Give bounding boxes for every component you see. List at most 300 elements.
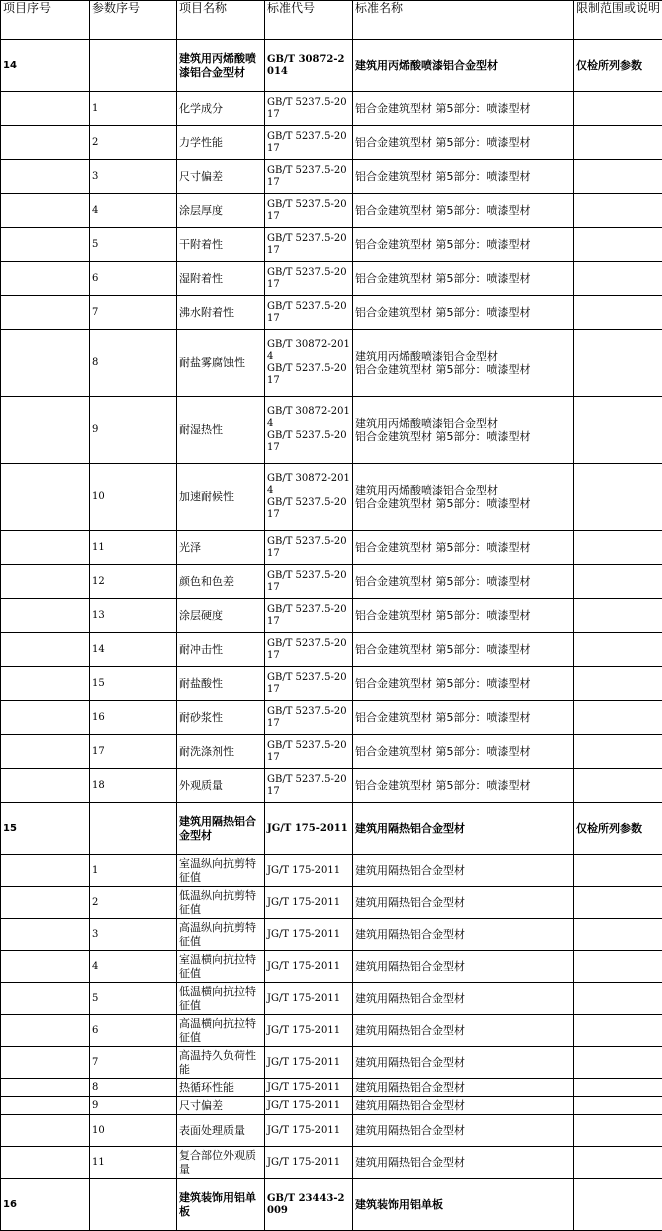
header-item-no: 项目序号 [1, 1, 90, 40]
limit-cell [574, 126, 662, 160]
cell-line: 建筑用隔热铝合金型材 [355, 896, 571, 909]
section-row [1, 40, 662, 92]
cell-line: JG/T 175-2011 [267, 1057, 350, 1069]
limit-cell [574, 296, 662, 330]
item-name-cell: 化学成分 [177, 92, 265, 126]
item-no-cell [1, 565, 90, 599]
std-code-cell [265, 983, 353, 1015]
item-no-cell [1, 735, 90, 769]
table-row [1, 1015, 662, 1047]
limit-cell [574, 330, 662, 397]
item-no-cell [1, 92, 90, 126]
item-no-cell [1, 464, 90, 531]
limit-cell [574, 983, 662, 1015]
cell-line: JG/T 175-2011 [267, 1082, 350, 1094]
table-row [1, 855, 662, 887]
item-name-cell: 室温横向抗拉特征值 [177, 951, 265, 983]
table-row [1, 735, 662, 769]
param-no-cell: 11 [90, 531, 177, 565]
limit-cell [574, 769, 662, 803]
limit-cell [574, 855, 662, 887]
param-no-cell [90, 803, 177, 855]
cell-line: GB/T 5237.5-2017 [267, 131, 350, 155]
std-name-cell [353, 951, 574, 983]
table-row [1, 92, 662, 126]
item-no-cell [1, 397, 90, 464]
cell-line: 建筑用隔热铝合金型材 [355, 1056, 571, 1069]
std-name-cell [353, 464, 574, 531]
cell-line: 铝合金建筑型材 第5部分：喷漆型材 [355, 779, 571, 792]
item-name-cell: 高温横向抗拉特征值 [177, 1015, 265, 1047]
cell-line: 铝合金建筑型材 第5部分：喷漆型材 [355, 204, 571, 217]
limit-cell [574, 1147, 662, 1179]
cell-line: 建筑用隔热铝合金型材 [355, 992, 571, 1005]
item-no-cell [1, 531, 90, 565]
item-no-cell [1, 599, 90, 633]
item-name-cell: 外观质量 [177, 769, 265, 803]
param-no-cell: 3 [90, 919, 177, 951]
item-name-cell: 热循环性能 [177, 1079, 265, 1097]
limit-cell [574, 1179, 662, 1231]
table-body [1, 40, 662, 1231]
cell-line: 建筑用丙烯酸喷漆铝合金型材 [355, 350, 571, 363]
item-no-cell: 14 [1, 40, 90, 92]
cell-line: 建筑用丙烯酸喷漆铝合金型材 [355, 417, 571, 430]
table-row [1, 887, 662, 919]
std-code-cell [265, 951, 353, 983]
std-name-cell [353, 1015, 574, 1047]
std-code-cell [265, 40, 353, 92]
cell-line: JG/T 175-2011 [267, 1157, 350, 1169]
cell-line: GB/T 5237.5-2017 [267, 706, 350, 730]
std-code-cell [265, 397, 353, 464]
std-name-cell [353, 40, 574, 92]
item-name-cell: 尺寸偏差 [177, 1097, 265, 1115]
item-no-cell [1, 1079, 90, 1097]
item-name-cell: 力学性能 [177, 126, 265, 160]
item-name-cell: 低温纵向抗剪特征值 [177, 887, 265, 919]
item-no-cell [1, 330, 90, 397]
cell-line: 铝合金建筑型材 第5部分：喷漆型材 [355, 745, 571, 758]
table-row [1, 1115, 662, 1147]
std-name-cell [353, 983, 574, 1015]
limit-cell [574, 735, 662, 769]
item-no-cell [1, 701, 90, 735]
limit-cell [574, 1097, 662, 1115]
cell-line: JG/T 175-2011 [267, 1025, 350, 1037]
table-row [1, 296, 662, 330]
param-no-cell [90, 40, 177, 92]
table-row [1, 160, 662, 194]
std-name-cell [353, 1115, 574, 1147]
param-no-cell: 1 [90, 92, 177, 126]
limit-cell: 仅检所列参数 [574, 803, 662, 855]
std-name-cell [353, 735, 574, 769]
cell-line: GB/T 5237.5-2017 [267, 536, 350, 560]
table-row [1, 701, 662, 735]
item-name-cell: 耐湿热性 [177, 397, 265, 464]
item-name-cell: 高温持久负荷性能 [177, 1047, 265, 1079]
cell-line: 建筑用丙烯酸喷漆铝合金型材 [355, 59, 571, 72]
cell-line: GB/T 5237.5-2017 [267, 570, 350, 594]
limit-cell [574, 464, 662, 531]
std-code-cell [265, 296, 353, 330]
cell-line: GB/T 5237.5-2017 [267, 165, 350, 189]
item-name-cell: 建筑装饰用铝单板 [177, 1179, 265, 1231]
item-name-cell: 建筑用丙烯酸喷漆铝合金型材 [177, 40, 265, 92]
cell-line: GB/T 5237.5-2017 [267, 430, 350, 454]
table-row [1, 599, 662, 633]
cell-line: GB/T 5237.5-2017 [267, 199, 350, 223]
limit-cell [574, 701, 662, 735]
std-name-cell [353, 296, 574, 330]
param-no-cell: 10 [90, 1115, 177, 1147]
std-code-cell [265, 735, 353, 769]
param-no-cell: 15 [90, 667, 177, 701]
std-code-cell [265, 194, 353, 228]
cell-line: JG/T 175-2011 [267, 823, 350, 835]
std-name-cell [353, 667, 574, 701]
cell-line: 铝合金建筑型材 第5部分：喷漆型材 [355, 430, 571, 443]
param-no-cell: 8 [90, 330, 177, 397]
std-name-cell [353, 919, 574, 951]
std-name-cell [353, 1147, 574, 1179]
table-row [1, 1097, 662, 1115]
limit-cell [574, 599, 662, 633]
std-name-cell [353, 855, 574, 887]
param-no-cell: 1 [90, 855, 177, 887]
std-name-cell [353, 599, 574, 633]
item-no-cell [1, 1147, 90, 1179]
std-name-cell [353, 887, 574, 919]
cell-line: JG/T 175-2011 [267, 897, 350, 909]
section-row [1, 1179, 662, 1231]
cell-line: GB/T 30872-2014 [267, 54, 350, 78]
std-code-cell [265, 92, 353, 126]
cell-line: 铝合金建筑型材 第5部分：喷漆型材 [355, 363, 571, 376]
param-no-cell: 8 [90, 1079, 177, 1097]
item-no-cell [1, 951, 90, 983]
table-row [1, 951, 662, 983]
std-code-cell [265, 1015, 353, 1047]
std-name-cell [353, 633, 574, 667]
limit-cell [574, 92, 662, 126]
item-name-cell: 加速耐候性 [177, 464, 265, 531]
cell-line: 铝合金建筑型材 第5部分：喷漆型材 [355, 609, 571, 622]
param-no-cell: 11 [90, 1147, 177, 1179]
limit-cell [574, 228, 662, 262]
std-code-cell [265, 803, 353, 855]
item-no-cell: 15 [1, 803, 90, 855]
item-no-cell [1, 1097, 90, 1115]
header-item-name: 项目名称 [177, 1, 265, 40]
cell-line: 铝合金建筑型材 第5部分：喷漆型材 [355, 677, 571, 690]
std-name-cell [353, 565, 574, 599]
limit-cell [574, 1079, 662, 1097]
cell-line: JG/T 175-2011 [267, 929, 350, 941]
param-no-cell: 13 [90, 599, 177, 633]
item-no-cell [1, 296, 90, 330]
std-name-cell [353, 92, 574, 126]
std-code-cell [265, 565, 353, 599]
param-no-cell: 17 [90, 735, 177, 769]
param-no-cell: 4 [90, 194, 177, 228]
section-row [1, 803, 662, 855]
std-code-cell [265, 531, 353, 565]
param-no-cell [90, 1179, 177, 1231]
item-name-cell: 涂层厚度 [177, 194, 265, 228]
cell-line: GB/T 5237.5-2017 [267, 638, 350, 662]
header-std-code: 标准代号 [265, 1, 353, 40]
item-name-cell: 干附着性 [177, 228, 265, 262]
item-no-cell: 16 [1, 1179, 90, 1231]
param-no-cell: 2 [90, 126, 177, 160]
table-row [1, 633, 662, 667]
std-name-cell [353, 397, 574, 464]
std-code-cell [265, 667, 353, 701]
param-no-cell: 7 [90, 1047, 177, 1079]
std-name-cell [353, 330, 574, 397]
item-no-cell [1, 262, 90, 296]
cell-line: 建筑用隔热铝合金型材 [355, 1081, 571, 1094]
cell-line: 建筑装饰用铝单板 [355, 1198, 571, 1211]
std-code-cell [265, 160, 353, 194]
std-name-cell [353, 1097, 574, 1115]
item-name-cell: 耐盐雾腐蚀性 [177, 330, 265, 397]
item-name-cell: 高温纵向抗剪特征值 [177, 919, 265, 951]
cell-line: 铝合金建筑型材 第5部分：喷漆型材 [355, 170, 571, 183]
table-row [1, 769, 662, 803]
cell-line: 建筑用隔热铝合金型材 [355, 1124, 571, 1137]
param-no-cell: 12 [90, 565, 177, 599]
item-no-cell [1, 194, 90, 228]
table-row [1, 1079, 662, 1097]
param-no-cell: 9 [90, 397, 177, 464]
item-name-cell: 沸水附着性 [177, 296, 265, 330]
cell-line: 建筑用隔热铝合金型材 [355, 1024, 571, 1037]
limit-cell [574, 887, 662, 919]
item-no-cell [1, 667, 90, 701]
cell-line: GB/T 5237.5-2017 [267, 672, 350, 696]
cell-line: 建筑用隔热铝合金型材 [355, 1099, 571, 1112]
item-no-cell [1, 855, 90, 887]
table-row [1, 126, 662, 160]
std-name-cell [353, 160, 574, 194]
cell-line: JG/T 175-2011 [267, 865, 350, 877]
param-no-cell: 10 [90, 464, 177, 531]
item-no-cell [1, 887, 90, 919]
cell-line: GB/T 5237.5-2017 [267, 363, 350, 387]
cell-line: GB/T 5237.5-2017 [267, 233, 350, 257]
cell-line: JG/T 175-2011 [267, 993, 350, 1005]
item-no-cell [1, 160, 90, 194]
std-code-cell [265, 887, 353, 919]
cell-line: GB/T 30872-2014 [267, 339, 350, 363]
table-row [1, 919, 662, 951]
std-name-cell [353, 1079, 574, 1097]
cell-line: GB/T 30872-2014 [267, 406, 350, 430]
std-code-cell [265, 855, 353, 887]
param-no-cell: 5 [90, 228, 177, 262]
cell-line: GB/T 30872-2014 [267, 473, 350, 497]
cell-line: GB/T 5237.5-2017 [267, 497, 350, 521]
param-no-cell: 14 [90, 633, 177, 667]
table-row [1, 464, 662, 531]
std-code-cell [265, 1097, 353, 1115]
table-row [1, 330, 662, 397]
std-code-cell [265, 769, 353, 803]
table-row [1, 531, 662, 565]
cell-line: 建筑用隔热铝合金型材 [355, 1156, 571, 1169]
cell-line: GB/T 23443-2009 [267, 1193, 350, 1217]
param-no-cell: 6 [90, 1015, 177, 1047]
limit-cell [574, 160, 662, 194]
table-row [1, 565, 662, 599]
cell-line: JG/T 175-2011 [267, 961, 350, 973]
item-name-cell: 耐砂浆性 [177, 701, 265, 735]
item-name-cell: 表面处理质量 [177, 1115, 265, 1147]
std-name-cell [353, 701, 574, 735]
param-no-cell: 18 [90, 769, 177, 803]
cell-line: 铝合金建筑型材 第5部分：喷漆型材 [355, 643, 571, 656]
limit-cell [574, 565, 662, 599]
std-name-cell [353, 1047, 574, 1079]
std-code-cell [265, 1115, 353, 1147]
limit-cell [574, 1015, 662, 1047]
limit-cell [574, 667, 662, 701]
cell-line: GB/T 5237.5-2017 [267, 97, 350, 121]
item-no-cell [1, 228, 90, 262]
std-code-cell [265, 1179, 353, 1231]
param-no-cell: 16 [90, 701, 177, 735]
item-name-cell: 建筑用隔热铝合金型材 [177, 803, 265, 855]
cell-line: 铝合金建筑型材 第5部分：喷漆型材 [355, 711, 571, 724]
table-row [1, 983, 662, 1015]
cell-line: 建筑用隔热铝合金型材 [355, 822, 571, 835]
item-name-cell: 颜色和色差 [177, 565, 265, 599]
header-row [1, 1, 662, 40]
cell-line: GB/T 5237.5-2017 [267, 740, 350, 764]
cell-line: 铝合金建筑型材 第5部分：喷漆型材 [355, 102, 571, 115]
param-no-cell: 7 [90, 296, 177, 330]
header-limit: 限制范围或说明 [574, 1, 662, 40]
item-name-cell: 光泽 [177, 531, 265, 565]
std-code-cell [265, 330, 353, 397]
std-code-cell [265, 633, 353, 667]
limit-cell [574, 1115, 662, 1147]
item-no-cell [1, 769, 90, 803]
header-std-name: 标准名称 [353, 1, 574, 40]
param-no-cell: 9 [90, 1097, 177, 1115]
std-name-cell [353, 194, 574, 228]
table-row [1, 667, 662, 701]
cell-line: 铝合金建筑型材 第5部分：喷漆型材 [355, 497, 571, 510]
item-no-cell [1, 1015, 90, 1047]
cell-line: 铝合金建筑型材 第5部分：喷漆型材 [355, 238, 571, 251]
cell-line: 铝合金建筑型材 第5部分：喷漆型材 [355, 306, 571, 319]
std-code-cell [265, 919, 353, 951]
param-no-cell: 6 [90, 262, 177, 296]
table-row [1, 194, 662, 228]
limit-cell [574, 919, 662, 951]
header-param-no: 参数序号 [90, 1, 177, 40]
limit-cell: 仅检所列参数 [574, 40, 662, 92]
std-name-cell [353, 262, 574, 296]
item-name-cell: 涂层硬度 [177, 599, 265, 633]
cell-line: 铝合金建筑型材 第5部分：喷漆型材 [355, 272, 571, 285]
item-no-cell [1, 1047, 90, 1079]
std-name-cell [353, 228, 574, 262]
std-code-cell [265, 1047, 353, 1079]
table-row [1, 397, 662, 464]
item-name-cell: 耐盐酸性 [177, 667, 265, 701]
cell-line: 建筑用隔热铝合金型材 [355, 864, 571, 877]
cell-line: 铝合金建筑型材 第5部分：喷漆型材 [355, 575, 571, 588]
std-name-cell [353, 769, 574, 803]
std-code-cell [265, 1079, 353, 1097]
item-name-cell: 耐冲击性 [177, 633, 265, 667]
limit-cell [574, 633, 662, 667]
item-no-cell [1, 633, 90, 667]
cell-line: GB/T 5237.5-2017 [267, 774, 350, 798]
param-no-cell: 2 [90, 887, 177, 919]
cell-line: GB/T 5237.5-2017 [267, 267, 350, 291]
table-row [1, 228, 662, 262]
param-no-cell: 3 [90, 160, 177, 194]
limit-cell [574, 531, 662, 565]
limit-cell [574, 951, 662, 983]
item-name-cell: 湿附着性 [177, 262, 265, 296]
std-name-cell [353, 803, 574, 855]
std-code-cell [265, 126, 353, 160]
cell-line: 建筑用隔热铝合金型材 [355, 960, 571, 973]
table-row [1, 1047, 662, 1079]
cell-line: 铝合金建筑型材 第5部分：喷漆型材 [355, 541, 571, 554]
limit-cell [574, 194, 662, 228]
cell-line: JG/T 175-2011 [267, 1100, 350, 1112]
std-code-cell [265, 228, 353, 262]
std-code-cell [265, 599, 353, 633]
item-name-cell: 尺寸偏差 [177, 160, 265, 194]
std-code-cell [265, 464, 353, 531]
item-name-cell: 复合部位外观质量 [177, 1147, 265, 1179]
cell-line: 建筑用丙烯酸喷漆铝合金型材 [355, 484, 571, 497]
item-no-cell [1, 983, 90, 1015]
item-name-cell: 室温纵向抗剪特征值 [177, 855, 265, 887]
cell-line: JG/T 175-2011 [267, 1125, 350, 1137]
std-code-cell [265, 262, 353, 296]
cell-line: 铝合金建筑型材 第5部分：喷漆型材 [355, 136, 571, 149]
item-name-cell: 耐洗涤剂性 [177, 735, 265, 769]
std-name-cell [353, 531, 574, 565]
std-name-cell [353, 126, 574, 160]
std-code-cell [265, 1147, 353, 1179]
cell-line: GB/T 5237.5-2017 [267, 301, 350, 325]
table-row [1, 262, 662, 296]
limit-cell [574, 397, 662, 464]
item-no-cell [1, 919, 90, 951]
param-no-cell: 5 [90, 983, 177, 1015]
param-no-cell: 4 [90, 951, 177, 983]
cell-line: GB/T 5237.5-2017 [267, 604, 350, 628]
std-code-cell [265, 701, 353, 735]
item-no-cell [1, 1115, 90, 1147]
item-name-cell: 低温横向抗拉特征值 [177, 983, 265, 1015]
cell-line: 建筑用隔热铝合金型材 [355, 928, 571, 941]
table-row [1, 1147, 662, 1179]
limit-cell [574, 1047, 662, 1079]
item-no-cell [1, 126, 90, 160]
